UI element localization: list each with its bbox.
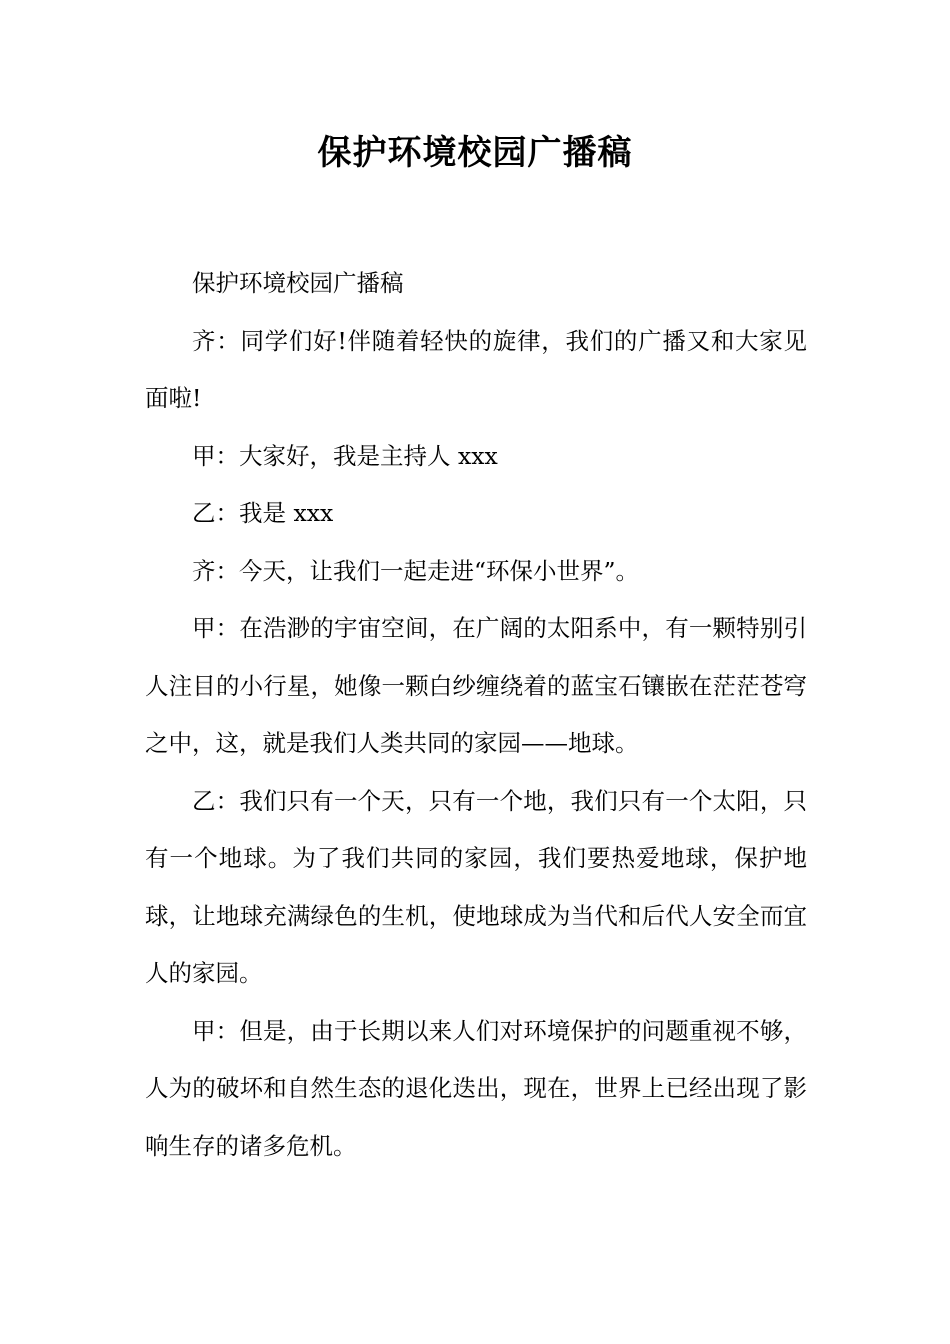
document-title: 保护环境校园广播稿 [317,133,633,173]
document-body [145,255,807,1175]
paragraph: 齐：同学们好!伴随着轻快的旋律，我们的广播又和大家见面啦! [145,326,807,412]
paragraph: 齐：今天，让我们一起走进“环保小世界”。 [192,556,640,585]
paragraph: 甲：在浩渺的宇宙空间，在广阔的太阳系中，有一颗特别引人注目的小行星，她像一颗白纱缠绕着的蓝宝石镶嵌在茫茫苍穹之中，这，就是我们人类共同的家园——地球。 [145,614,807,757]
paragraph: 甲：但是，由于长期以来人们对环境保护的问题重视不够，人为的破坏和自然生态的退化迭出，现在，世界上已经出现了影响生存的诸多危机。 [145,1016,807,1160]
paragraph: 乙：我们只有一个天，只有一个地，我们只有一个太阳，只有一个地球。为了我们共同的家园，我们要热爱地球，保护地球，让地球充满绿色的生机，使地球成为当代和后代人安全而宜人的家园。 [145,786,807,987]
paragraph: 乙：我是 xxx [192,499,334,527]
paragraph-subtitle: 保护环境校园广播稿 [192,269,404,297]
paragraph: 甲：大家好，我是主持人 xxx [192,441,498,470]
